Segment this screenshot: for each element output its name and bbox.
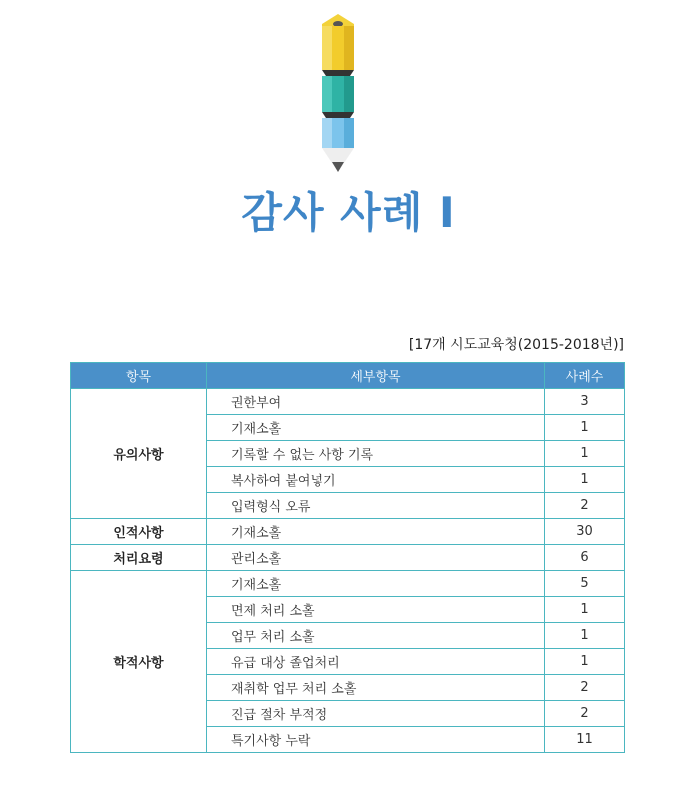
- category-cell: 유의사항: [71, 389, 207, 519]
- page-title: 감사 사례 Ⅰ: [241, 188, 456, 237]
- subitem-cell: 유급 대상 졸업처리: [207, 649, 545, 675]
- pencil-icon: [318, 12, 358, 172]
- subitem-cell: 진급 절차 부적정: [207, 701, 545, 727]
- category-cell: 학적사항: [71, 571, 207, 753]
- count-cell: 2: [545, 493, 625, 519]
- table-row: [71, 519, 625, 545]
- audit-cases-table: [70, 362, 625, 753]
- column-header-subitem: 세부항목: [207, 363, 545, 389]
- count-cell: 1: [545, 415, 625, 441]
- subitem-cell: 특기사항 누락: [207, 727, 545, 753]
- subitem-cell: 관리소홀: [207, 545, 545, 571]
- category-cell: 처리요령: [71, 545, 207, 571]
- column-header-count: 사례수: [545, 363, 625, 389]
- subitem-cell: 권한부여: [207, 389, 545, 415]
- subitem-cell: 기록할 수 없는 사항 기록: [207, 441, 545, 467]
- count-cell: 1: [545, 467, 625, 493]
- count-cell: 1: [545, 649, 625, 675]
- subitem-cell: 기재소홀: [207, 519, 545, 545]
- subitem-cell: 기재소홀: [207, 415, 545, 441]
- column-header-category: 항목: [71, 363, 207, 389]
- count-cell: 11: [545, 727, 625, 753]
- subitem-cell: 업무 처리 소홀: [207, 623, 545, 649]
- count-cell: 1: [545, 623, 625, 649]
- count-cell: 5: [545, 571, 625, 597]
- count-cell: 3: [545, 389, 625, 415]
- table-source-note: [17개 시도교육청(2015-2018년)]: [408, 337, 624, 353]
- subitem-cell: 입력형식 오류: [207, 493, 545, 519]
- subitem-cell: 기재소홀: [207, 571, 545, 597]
- subitem-cell: 복사하여 붙여넣기: [207, 467, 545, 493]
- table-row: [71, 545, 625, 571]
- subitem-cell: 면제 처리 소홀: [207, 597, 545, 623]
- count-cell: 1: [545, 441, 625, 467]
- count-cell: 6: [545, 545, 625, 571]
- count-cell: 2: [545, 675, 625, 701]
- count-cell: 1: [545, 597, 625, 623]
- subitem-cell: 재취학 업무 처리 소홀: [207, 675, 545, 701]
- category-cell: 인적사항: [71, 519, 207, 545]
- count-cell: 30: [545, 519, 625, 545]
- count-cell: 2: [545, 701, 625, 727]
- table-row: [71, 389, 625, 415]
- table-header-row: [71, 363, 625, 389]
- table-row: [71, 571, 625, 597]
